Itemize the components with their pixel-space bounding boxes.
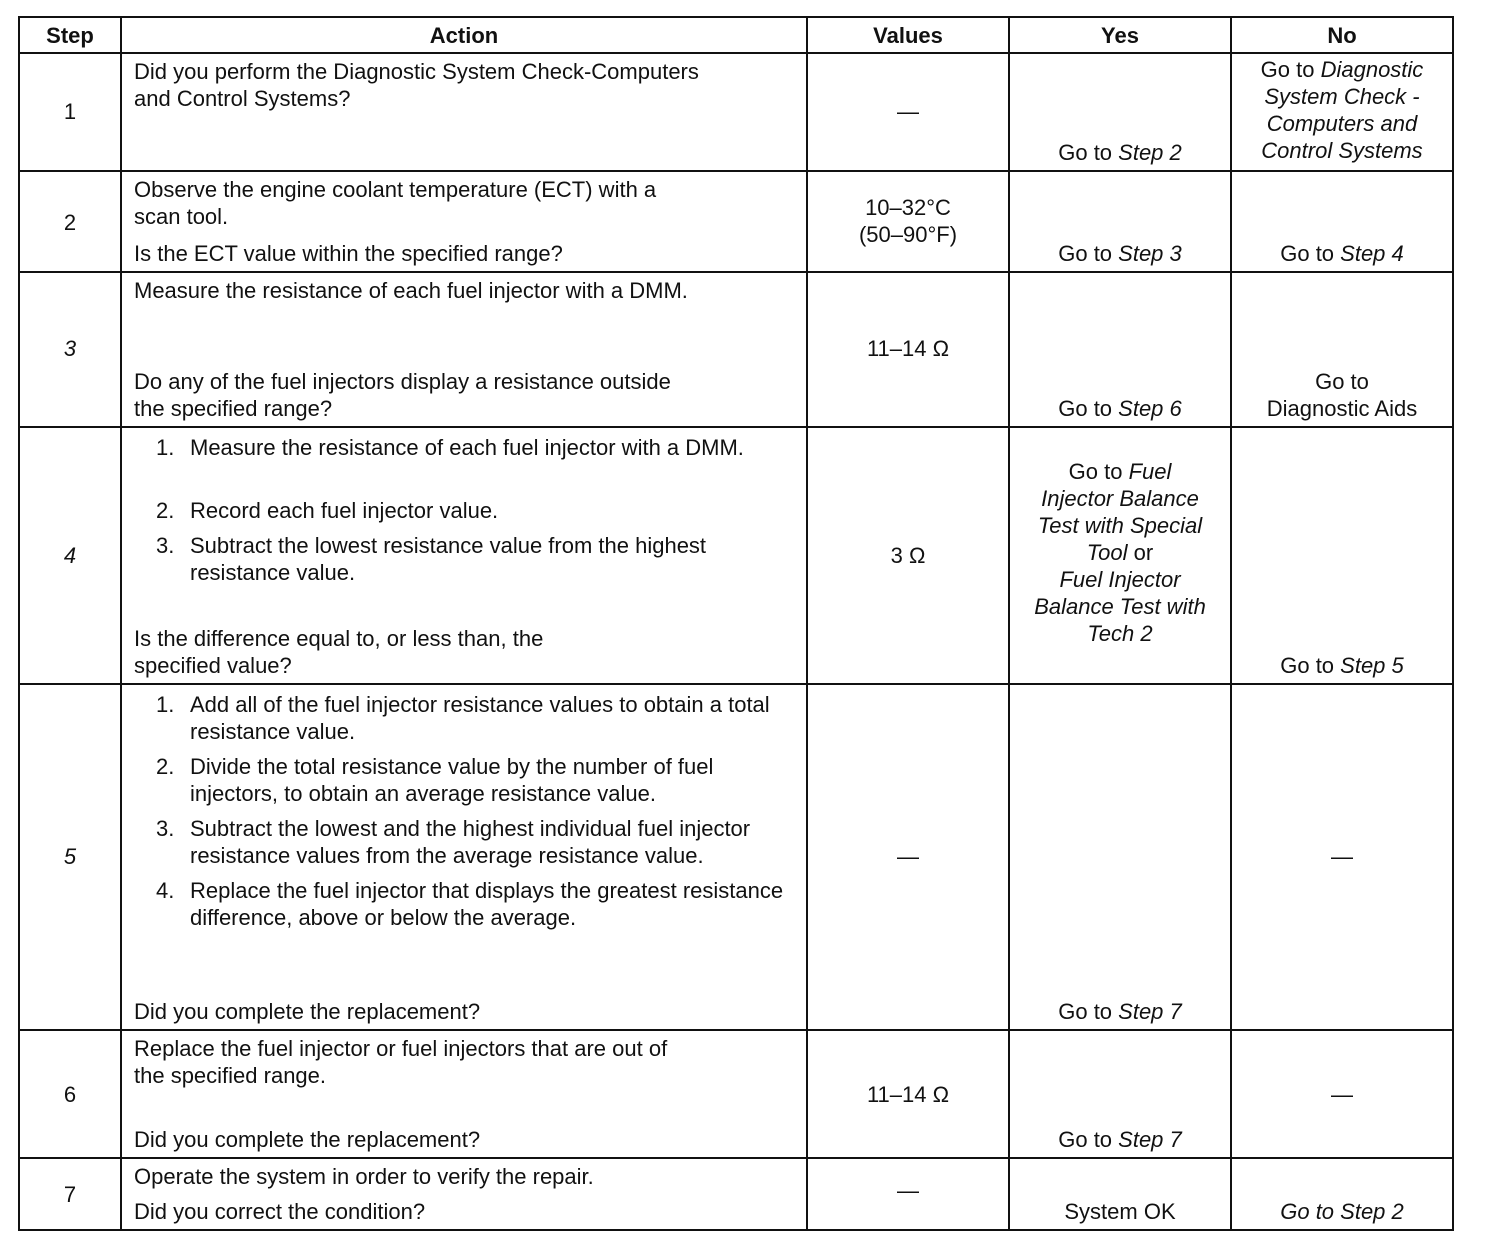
list-item: 2. Divide the total resistance value by the number of fuel injectors, to obtain an average resistance value. — [156, 754, 714, 806]
no-cell — [1231, 1158, 1453, 1230]
value-cell — [807, 427, 1009, 684]
value-cell — [807, 171, 1009, 272]
action-text: Operate the system in order to verify the repair. — [134, 1164, 594, 1189]
action-text: Replace the fuel injector or fuel injectors that are out of — [134, 1036, 668, 1061]
question-text: Did you complete the replacement? — [134, 1127, 481, 1152]
diagnostic-table — [18, 16, 1454, 1231]
yes-link[interactable]: Go to Step 6 — [1058, 396, 1182, 421]
yes-cell — [1009, 1030, 1231, 1158]
header-action: Action — [121, 17, 807, 53]
yes-link[interactable]: Go to Fuel Injector Balance Test with Special Tool or Fuel Injector Balance Test with Tech 2 — [1034, 459, 1206, 646]
step-cell — [19, 427, 121, 684]
value-text: 11–14 Ω — [866, 336, 950, 361]
step-cell — [19, 684, 121, 1030]
step-cell — [19, 272, 121, 427]
list-item: 1. Measure the resistance of each fuel injector with a DMM. — [156, 435, 744, 460]
step-number: 1 — [63, 99, 77, 124]
list-item: 2. Record each fuel injector value. — [156, 498, 499, 523]
value-cell — [807, 1030, 1009, 1158]
yes-cell — [1009, 272, 1231, 427]
action-cell — [121, 684, 807, 1030]
no-cell — [1231, 53, 1453, 171]
no-cell — [1231, 1030, 1453, 1158]
value-text: 11–14 Ω — [866, 1082, 950, 1107]
yes-cell — [1009, 171, 1231, 272]
no-link[interactable]: Go to Diagnostic System Check - Computers and Control Systems — [1260, 57, 1424, 163]
value-text: 3 Ω — [890, 543, 926, 568]
no-cell — [1231, 171, 1453, 272]
action-text: the specified range. — [134, 1063, 327, 1088]
question-text: the specified range? — [134, 396, 333, 421]
action-text: Observe the engine coolant temperature (ECT) with a — [134, 177, 657, 202]
header-values: Values — [807, 17, 1009, 53]
step-number: 6 — [63, 1082, 77, 1107]
no-cell — [1231, 427, 1453, 684]
action-cell — [121, 272, 807, 427]
action-text: scan tool. — [134, 204, 229, 229]
table-row-step-4 — [19, 427, 1453, 684]
list-item: 4. Replace the fuel injector that displays the greatest resistance difference, above or below the average. — [156, 878, 784, 930]
value-cell — [807, 1158, 1009, 1230]
value-cell — [807, 53, 1009, 171]
action-text: Measure the resistance of each fuel injector with a DMM. — [134, 278, 688, 303]
action-cell — [121, 171, 807, 272]
step-cell — [19, 1158, 121, 1230]
action-cell — [121, 1030, 807, 1158]
no-link[interactable]: Go to Step 2 — [1280, 1199, 1404, 1224]
step-number: 2 — [63, 210, 77, 235]
action-cell — [121, 1158, 807, 1230]
table-row-step-2 — [19, 171, 1453, 272]
action-cell — [121, 53, 807, 171]
list-item: 3. Subtract the lowest resistance value from the highest resistance value. — [156, 533, 707, 585]
action-text: and Control Systems? — [134, 86, 351, 111]
header-no: No — [1231, 17, 1453, 53]
no-value: — — [1331, 1082, 1353, 1107]
action-cell — [121, 427, 807, 684]
header-yes: Yes — [1009, 17, 1231, 53]
table-row-step-1 — [19, 53, 1453, 171]
action-text: Did you perform the Diagnostic System Check-Computers — [134, 59, 699, 84]
no-value: — — [1331, 844, 1353, 869]
list-item: 3. Subtract the lowest and the highest individual fuel injector resistance values from the average resistance value. — [156, 816, 751, 868]
yes-link[interactable]: Go to Step 7 — [1058, 999, 1182, 1024]
step-cell — [19, 53, 121, 171]
value-cell — [807, 272, 1009, 427]
step-number: 3 — [63, 336, 77, 361]
yes-value: System OK — [1064, 1199, 1176, 1224]
table-row-step-5 — [19, 684, 1453, 1030]
step-cell — [19, 171, 121, 272]
question-text: Is the ECT value within the specified range? — [134, 241, 563, 266]
question-text: specified value? — [134, 653, 292, 678]
table-row-step-3 — [19, 272, 1453, 427]
yes-cell — [1009, 427, 1231, 684]
yes-cell — [1009, 684, 1231, 1030]
step-number: 4 — [63, 543, 77, 568]
question-text: Is the difference equal to, or less than, the — [134, 626, 544, 651]
no-cell — [1231, 684, 1453, 1030]
value-text: 10–32°C — [865, 195, 951, 220]
yes-cell — [1009, 1158, 1231, 1230]
yes-link[interactable]: Go to Step 2 — [1058, 140, 1182, 165]
yes-link[interactable]: Go to Step 7 — [1058, 1127, 1182, 1152]
step-cell — [19, 1030, 121, 1158]
value-cell — [807, 684, 1009, 1030]
question-text: Did you correct the condition? — [134, 1199, 426, 1224]
no-link[interactable]: Go to Step 5 — [1280, 653, 1404, 678]
step-number: 7 — [63, 1182, 77, 1207]
table-row-step-7 — [19, 1158, 1453, 1230]
no-cell — [1231, 272, 1453, 427]
list-item: 1. Add all of the fuel injector resistance values to obtain a total resistance value. — [156, 692, 770, 744]
value-text: — — [897, 844, 919, 869]
value-text: (50–90°F) — [858, 222, 958, 247]
no-link[interactable]: Go to Diagnostic Aids — [1266, 369, 1418, 421]
value-text: — — [897, 1178, 919, 1203]
yes-link[interactable]: Go to Step 3 — [1058, 241, 1182, 266]
table-row-step-6 — [19, 1030, 1453, 1158]
question-text: Do any of the fuel injectors display a resistance outside — [134, 369, 671, 394]
yes-cell — [1009, 53, 1231, 171]
no-link[interactable]: Go to Step 4 — [1280, 241, 1404, 266]
question-text: Did you complete the replacement? — [134, 999, 481, 1024]
value-text: — — [897, 99, 919, 124]
step-number: 5 — [63, 844, 77, 869]
header-step: Step — [19, 17, 121, 53]
header-row — [19, 17, 1453, 53]
